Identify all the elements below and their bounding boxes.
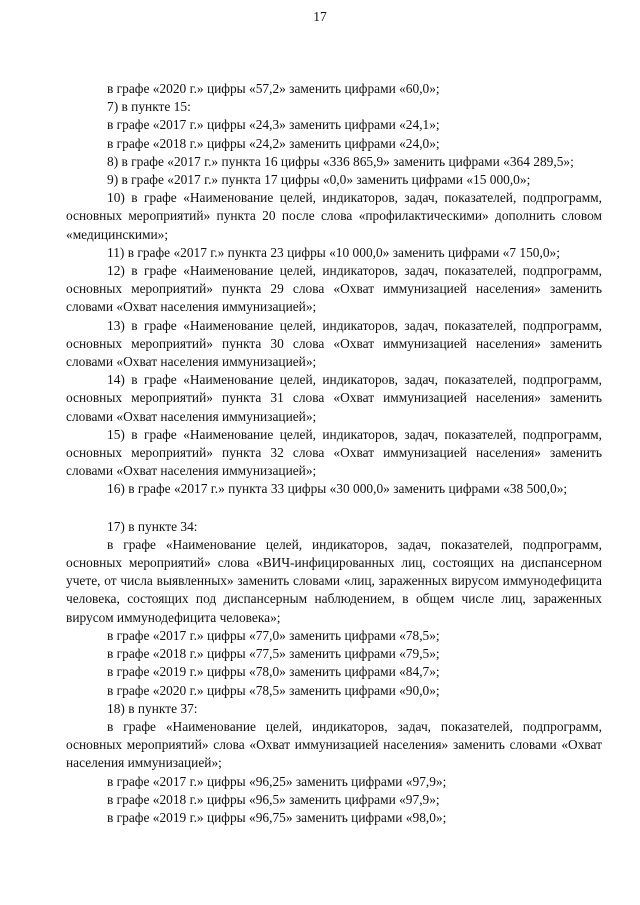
paragraph: 13) в графе «Наименование целей, индикаторов, задач, показателей, подпрограмм, основных мероприятий» пункта 30 слова «Охват иммунизацией населения» заменить словами «Охват населения иммунизацией»;: [66, 317, 602, 370]
paragraph: в графе «2018 г.» цифры «77,5» заменить цифрами «79,5»;: [107, 646, 440, 662]
paragraph: в графе «2017 г.» цифры «77,0» заменить цифрами «78,5»;: [107, 627, 440, 643]
paragraph: 9) в графе «2017 г.» пункта 17 цифры «0,0» заменить цифрами «15 000,0»;: [107, 172, 531, 188]
paragraph: 16) в графе «2017 г.» пункта 33 цифры «30 000,0» заменить цифрами «38 500,0»;: [107, 481, 568, 497]
paragraph: в графе «2018 г.» цифры «96,5» заменить цифрами «97,9»;: [107, 791, 440, 807]
paragraph: в графе «2019 г.» цифры «78,0» заменить цифрами «84,7»;: [107, 664, 440, 680]
paragraph: в графе «2017 г.» цифры «24,3» заменить цифрами «24,1»;: [107, 117, 440, 133]
paragraph: 7) в пункте 15:: [107, 99, 191, 115]
paragraph: 12) в графе «Наименование целей, индикаторов, задач, показателей, подпрограмм, основных мероприятий» пункта 29 слова «Охват иммунизацией населения» заменить словами «Охват населения иммунизацией»;: [66, 263, 602, 315]
paragraph: 8) в графе «2017 г.» пункта 16 цифры «336 865,9» заменить цифрами «364 289,5»;: [107, 153, 574, 169]
paragraph: 17) в пункте 34:: [107, 518, 198, 534]
paragraph: в графе «2020 г.» цифры «57,2» заменить цифрами «60,0»;: [107, 81, 440, 96]
paragraph: в графе «2017 г.» цифры «96,25» заменить цифрами «97,9»;: [107, 773, 447, 789]
paragraph: в графе «Наименование целей, индикаторов, задач, показателей, подпрограмм, основных мероприятий» слова «ВИЧ-инфицированных лиц, состоящих на диспансерном учете, от числа выявленных» заменить словами «лиц, зараженных вирусом иммунодефицита человека, состоящих под диспансерным наблюдением, в общем числе лиц, зараженных вирусом иммунодефицита человека»;: [66, 536, 602, 625]
paragraph: в графе «Наименование целей, индикаторов, задач, показателей, подпрограмм, основных мероприятий» слова «Охват иммунизацией населения» заменить словами «Охват населения иммунизацией»;: [66, 718, 602, 771]
paragraph: 18) в пункте 37:: [107, 700, 198, 716]
document-body: [66, 80, 602, 827]
page-number: 17: [313, 9, 327, 24]
paragraph: в графе «2020 г.» цифры «78,5» заменить цифрами «90,0»;: [107, 682, 440, 698]
paragraph: 15) в графе «Наименование целей, индикаторов, задач, показателей, подпрограмм, основных мероприятий» пункта 32 слова «Охват иммунизацией населения» заменить словами «Охват населения иммунизацией»;: [66, 426, 602, 479]
paragraph: 14) в графе «Наименование целей, индикаторов, задач, показателей, подпрограмм, основных мероприятий» пункта 31 слова «Охват иммунизацией населения» заменить словами «Охват населения иммунизацией»;: [66, 372, 602, 424]
paragraph: 11) в графе «2017 г.» пункта 23 цифры «10 000,0» заменить цифрами «7 150,0»;: [107, 244, 560, 260]
paragraph: 10) в графе «Наименование целей, индикаторов, задач, показателей, подпрограмм, основных мероприятий» пункта 20 после слова «профилактическими» дополнить словом «медицинскими»;: [66, 190, 602, 242]
paragraph: в графе «2019 г.» цифры «96,75» заменить цифрами «98,0»;: [107, 809, 447, 825]
paragraph: в графе «2018 г.» цифры «24,2» заменить цифрами «24,0»;: [107, 135, 440, 151]
